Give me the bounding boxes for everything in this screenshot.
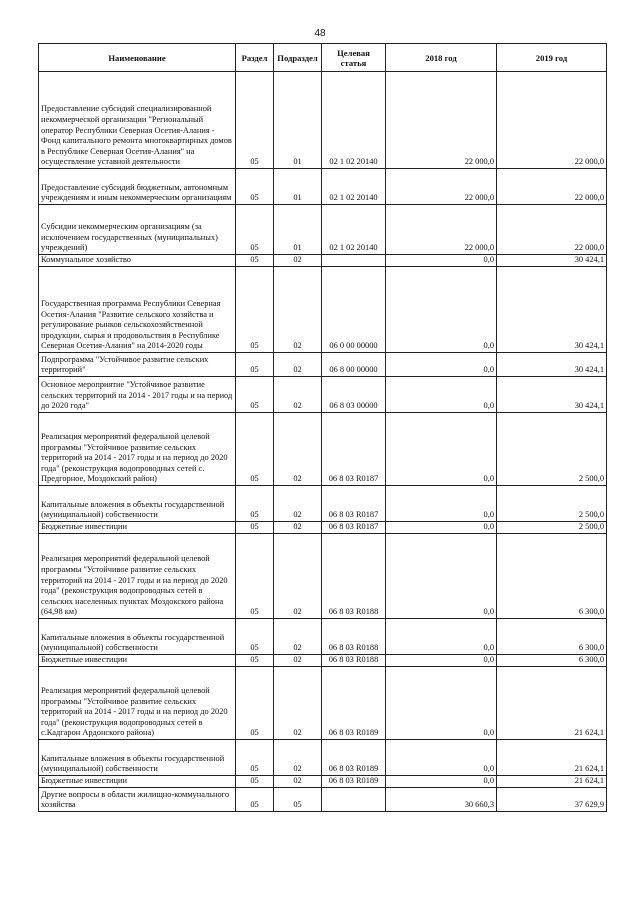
row-section: 05: [236, 655, 274, 667]
row-subsection: 02: [274, 413, 322, 486]
row-section: 05: [236, 267, 274, 353]
row-section: 05: [236, 255, 274, 267]
row-2018: 22 000,0: [386, 169, 497, 205]
budget-table: [38, 43, 607, 812]
table-row: [39, 667, 607, 740]
row-2019: 22 000,0: [497, 169, 607, 205]
row-subsection: 02: [274, 667, 322, 740]
row-subsection: 02: [274, 619, 322, 655]
row-name: Бюджетные инвестиции: [39, 655, 236, 667]
row-2019: 22 000,0: [497, 205, 607, 255]
row-subsection: 02: [274, 255, 322, 267]
table-row: [39, 72, 607, 169]
table-row: [39, 377, 607, 413]
row-target: 06 8 03 R0189: [322, 776, 386, 788]
row-name: Коммунальное хозяйство: [39, 255, 236, 267]
table-row: [39, 522, 607, 534]
row-2019: 22 000,0: [497, 72, 607, 169]
header-name: Наименование: [39, 44, 236, 72]
row-name: Реализация мероприятий федеральной целевой программы "Устойчивое развитие сельских территорий на 2014 - 2017 годы и на период до 2020 года" (реконструкция водопроводных сетей в сельских населенных пунктах Моздокского района (64,98 км): [39, 534, 236, 619]
row-subsection: 02: [274, 267, 322, 353]
row-target: 06 8 03 00000: [322, 377, 386, 413]
row-2018: 0,0: [386, 486, 497, 522]
table-row: [39, 788, 607, 812]
row-target: 06 8 03 R0189: [322, 667, 386, 740]
row-target: 06 8 03 R0189: [322, 740, 386, 776]
table-row: [39, 413, 607, 486]
row-2019: 2 500,0: [497, 413, 607, 486]
row-2019: 2 500,0: [497, 486, 607, 522]
row-section: 05: [236, 522, 274, 534]
header-subsection: Подраздел: [274, 44, 322, 72]
row-name: Капитальные вложения в объекты государственной (муниципальной) собственности: [39, 619, 236, 655]
row-target: 06 8 03 R0187: [322, 413, 386, 486]
row-name: Основное мероприятие "Устойчивое развитие сельских территорий на 2014 - 2017 годы и на период до 2020 года": [39, 377, 236, 413]
row-2018: 0,0: [386, 534, 497, 619]
row-name: Капитальные вложения в объекты государственной (муниципальной) собственности: [39, 740, 236, 776]
header-section: Раздел: [236, 44, 274, 72]
row-name: Бюджетные инвестиции: [39, 776, 236, 788]
row-name: Предоставление субсидий специализированной некоммерческой организации "Региональный оператор Республики Северная Осетия-Алания - Фонд капитального ремонта многоквартирных домов в Республике Северная Осетия-Алания" на осуществление уставной деятельности: [39, 72, 236, 169]
row-section: 05: [236, 776, 274, 788]
row-section: 05: [236, 205, 274, 255]
row-subsection: 02: [274, 655, 322, 667]
row-target: 06 8 03 R0188: [322, 534, 386, 619]
row-subsection: 02: [274, 377, 322, 413]
table-header-row: [39, 44, 607, 72]
row-2018: 0,0: [386, 619, 497, 655]
row-2018: 0,0: [386, 740, 497, 776]
row-2018: 0,0: [386, 255, 497, 267]
row-2018: 0,0: [386, 353, 497, 377]
table-row: [39, 353, 607, 377]
row-target: [322, 255, 386, 267]
row-2019: 2 500,0: [497, 522, 607, 534]
row-2019: 21 624,1: [497, 667, 607, 740]
row-2018: 0,0: [386, 267, 497, 353]
row-section: 05: [236, 619, 274, 655]
table-row: [39, 267, 607, 353]
row-subsection: 01: [274, 169, 322, 205]
header-2018: 2018 год: [386, 44, 497, 72]
table-row: [39, 169, 607, 205]
row-2019: 6 300,0: [497, 619, 607, 655]
row-target: 06 0 00 00000: [322, 267, 386, 353]
row-2018: 22 000,0: [386, 72, 497, 169]
row-2019: 30 424,1: [497, 353, 607, 377]
row-name: Предоставление субсидий бюджетным, автономным учреждениям и иным некоммерческим организациям: [39, 169, 236, 205]
row-target: 06 8 00 00000: [322, 353, 386, 377]
row-name: Реализация мероприятий федеральной целевой программы "Устойчивое развитие сельских территорий на 2014 - 2017 годы и на период до 2020 года" (реконструкция водопроводных сетей в с.Кадгарон Ардонского района): [39, 667, 236, 740]
row-section: 05: [236, 377, 274, 413]
row-2019: 21 624,1: [497, 740, 607, 776]
row-section: 05: [236, 72, 274, 169]
table-row: [39, 619, 607, 655]
row-name: Субсидии некоммерческим организациям (за исключением государственных (муниципальных) учреждений): [39, 205, 236, 255]
table-row: [39, 534, 607, 619]
row-section: 05: [236, 169, 274, 205]
row-2019: 6 300,0: [497, 655, 607, 667]
row-2019: 30 424,1: [497, 255, 607, 267]
row-2019: 6 300,0: [497, 534, 607, 619]
row-section: 05: [236, 413, 274, 486]
row-target: 06 8 03 R0188: [322, 619, 386, 655]
row-section: 05: [236, 667, 274, 740]
row-2018: 22 000,0: [386, 205, 497, 255]
row-subsection: 02: [274, 353, 322, 377]
row-target: [322, 788, 386, 812]
row-target: 06 8 03 R0187: [322, 486, 386, 522]
row-2019: 30 424,1: [497, 267, 607, 353]
table-row: [39, 205, 607, 255]
row-name: Бюджетные инвестиции: [39, 522, 236, 534]
row-target: 02 1 02 20140: [322, 205, 386, 255]
row-name: Реализация мероприятий федеральной целевой программы "Устойчивое развитие сельских территорий на 2014 - 2017 годы и на период до 2020 года" (реконструкция водопроводных сетей с. Предгорное, Моздокский район): [39, 413, 236, 486]
row-section: 05: [236, 534, 274, 619]
row-subsection: 02: [274, 486, 322, 522]
row-target: 02 1 02 20140: [322, 169, 386, 205]
row-2018: 0,0: [386, 413, 497, 486]
table-row: [39, 255, 607, 267]
row-section: 05: [236, 353, 274, 377]
row-name: Капитальные вложения в объекты государственной (муниципальной) собственности: [39, 486, 236, 522]
row-name: Подпрограмма "Устойчивое развитие сельских территорий": [39, 353, 236, 377]
row-target: 06 8 03 R0188: [322, 655, 386, 667]
row-subsection: 01: [274, 205, 322, 255]
row-2018: 30 660,3: [386, 788, 497, 812]
row-target: 02 1 02 20140: [322, 72, 386, 169]
row-name: Государственная программа Республики Северная Осетия-Алания "Развитие сельского хозяйства и регулирование рынков сельскохозяйственной продукции, сырья и продовольствия в Республике Северная Осетия-Алания" на 2014-2020 годы: [39, 267, 236, 353]
row-2018: 0,0: [386, 377, 497, 413]
row-2018: 0,0: [386, 522, 497, 534]
row-section: 05: [236, 486, 274, 522]
row-2019: 21 624,1: [497, 776, 607, 788]
row-target: 06 8 03 R0187: [322, 522, 386, 534]
table-row: [39, 740, 607, 776]
row-2019: 37 629,9: [497, 788, 607, 812]
row-subsection: 02: [274, 534, 322, 619]
row-name: Другие вопросы в области жилищно-коммунального хозяйства: [39, 788, 236, 812]
row-subsection: 01: [274, 72, 322, 169]
row-section: 05: [236, 788, 274, 812]
row-2018: 0,0: [386, 776, 497, 788]
row-section: 05: [236, 740, 274, 776]
row-2019: 30 424,1: [497, 377, 607, 413]
table-row: [39, 655, 607, 667]
header-2019: 2019 год: [497, 44, 607, 72]
header-target: Целевая статья: [322, 44, 386, 72]
row-2018: 0,0: [386, 667, 497, 740]
table-row: [39, 776, 607, 788]
row-subsection: 02: [274, 522, 322, 534]
row-subsection: 02: [274, 776, 322, 788]
row-subsection: 05: [274, 788, 322, 812]
row-subsection: 02: [274, 740, 322, 776]
row-2018: 0,0: [386, 655, 497, 667]
table-row: [39, 486, 607, 522]
page-number: 48: [314, 28, 326, 39]
